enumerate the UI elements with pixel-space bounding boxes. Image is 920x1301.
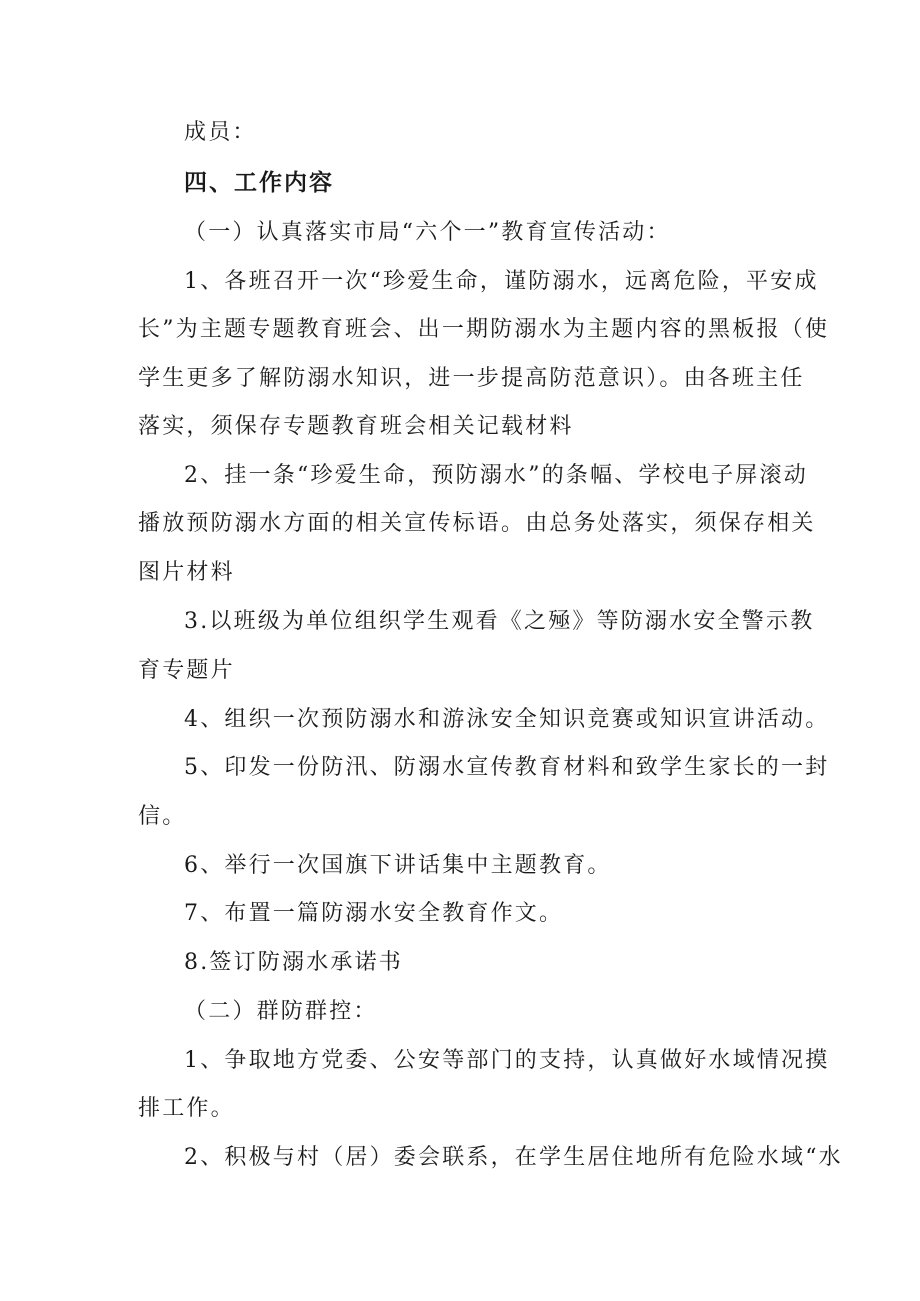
section-heading-work-content: 四、工作内容 [184, 170, 334, 196]
subsection-heading-1: （一）认真落实市局“六个一”教育宣传活动： [184, 220, 671, 245]
paragraph-line: 长”为主题专题教育班会、出一期防溺水为主题内容的黑板报（使 [138, 317, 830, 342]
members-line: 成员： [184, 120, 257, 145]
paragraph-line: 6、举行一次国旗下讲话集中主题教育。 [184, 853, 612, 878]
paragraph-line: 3.以班级为单位组织学生观看《之殛》等防溺水安全警示教 [184, 609, 815, 634]
paragraph-line: 4、组织一次预防溺水和游泳安全知识竞赛或知识宣讲活动。 [184, 707, 830, 732]
paragraph-line: 学生更多了解防溺水知识，进一步提高防范意识）。由各班主任 [138, 366, 805, 391]
paragraph-line: 2、挂一条“珍爱生命，预防溺水”的条幅、学校电子屏滚动 [184, 463, 808, 488]
paragraph-line: 2、积极与村（居）委会联系，在学生居住地所有危险水域“水 [184, 1145, 843, 1170]
paragraph-line: 7、布置一篇防溺水安全教育作文。 [184, 901, 564, 926]
paragraph-line: 8.签订防溺水承诺书 [184, 950, 403, 975]
paragraph-line: 播放预防溺水方面的相关宣传标语。由总务处落实，须保存相关 [138, 511, 816, 536]
paragraph-line: 1、各班召开一次“珍爱生命，谨防溺水，远离危险，平安成 [184, 269, 819, 294]
paragraph-line: 落实，须保存专题教育班会相关记载材料 [138, 414, 574, 439]
paragraph-line: 1、争取地方党委、公安等部门的支持，认真做好水域情况摸 [184, 1048, 830, 1073]
paragraph-line: 图片材料 [138, 560, 235, 585]
paragraph-line: 信。 [138, 804, 187, 829]
paragraph-line: 5、印发一份防汛、防溺水宣传教育材料和致学生家长的一封 [184, 755, 830, 780]
subsection-heading-2: （二）群防群控： [184, 999, 378, 1024]
paragraph-line: 育专题片 [138, 658, 235, 683]
paragraph-line: 排工作。 [138, 1096, 235, 1121]
